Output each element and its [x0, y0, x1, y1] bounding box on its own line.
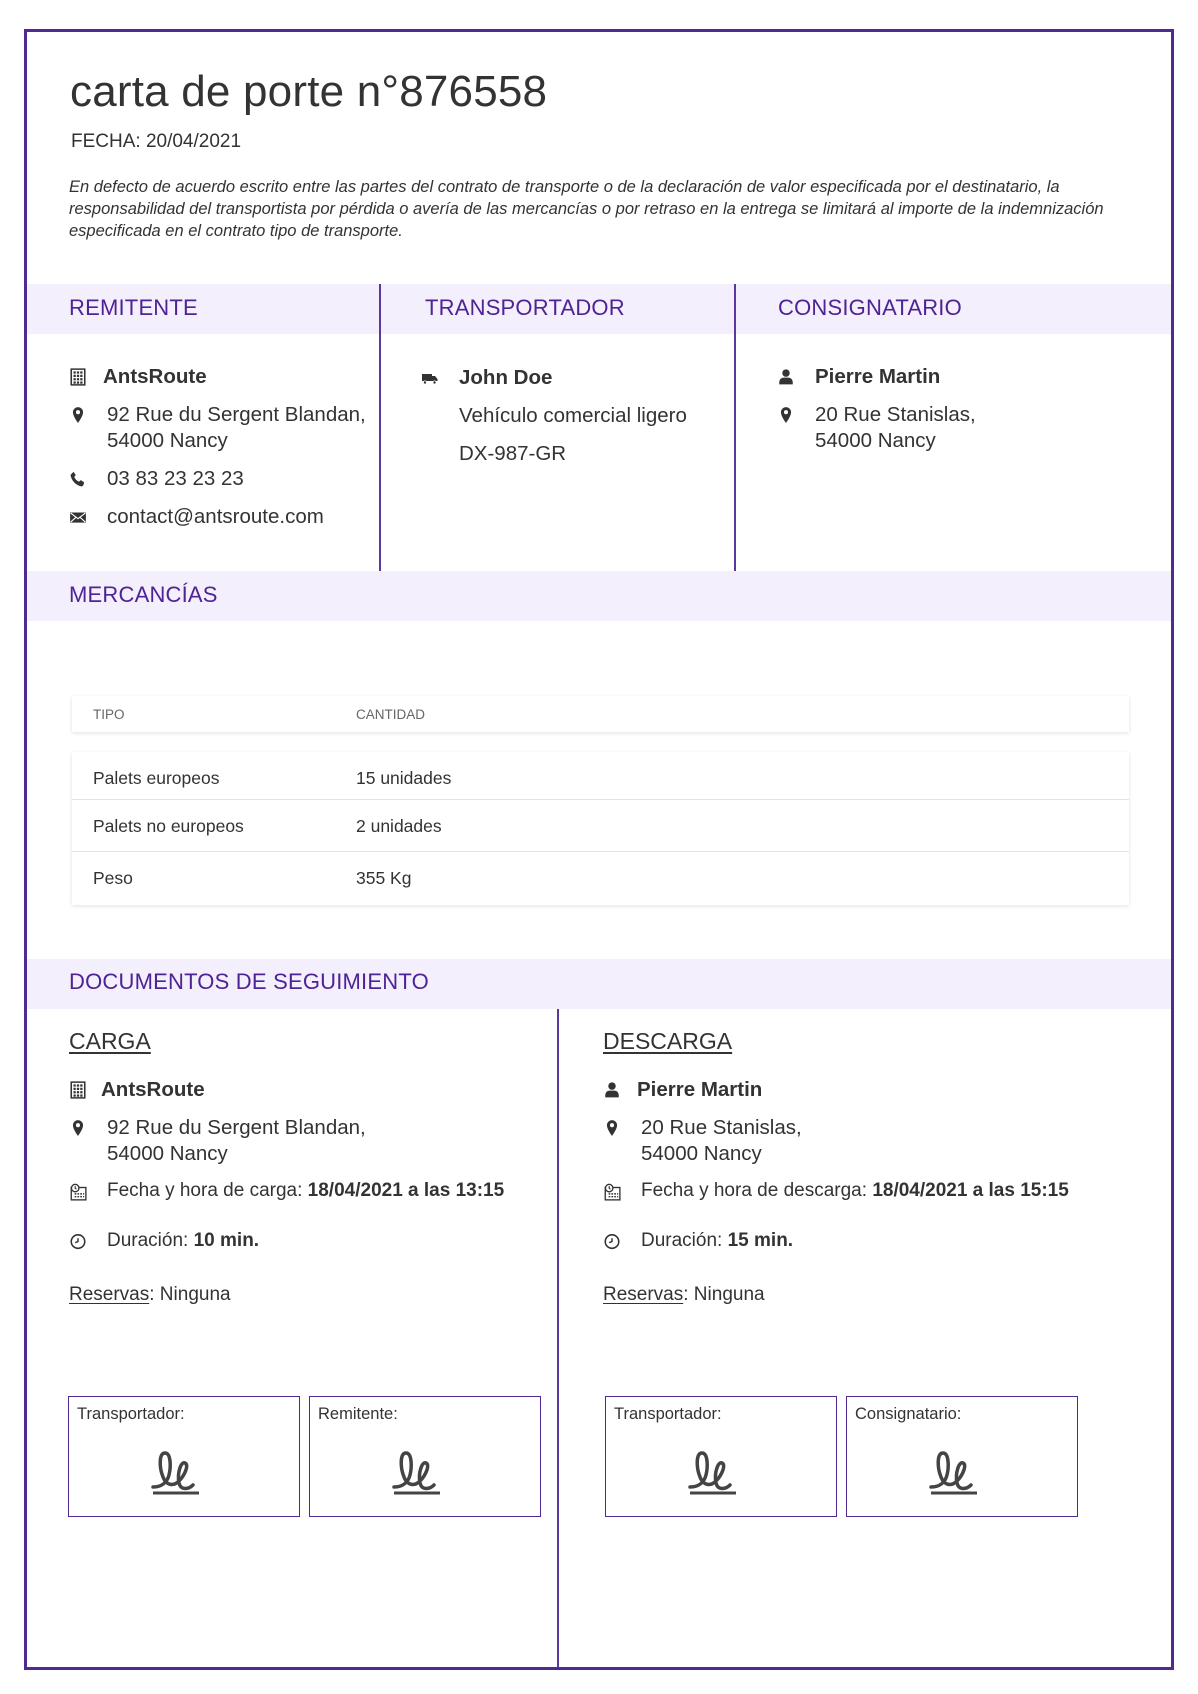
- signature-box-descarga-transportador[interactable]: [605, 1396, 837, 1517]
- documentos-title: DOCUMENTOS DE SEGUIMIENTO: [69, 969, 429, 994]
- carga-address: 92 Rue du Sergent Blandan, 54000 Nancy: [107, 1116, 366, 1165]
- remitente-name-row: [69, 364, 369, 390]
- carga-name: AntsRoute: [101, 1078, 205, 1101]
- page-title: carta de porte n°876558: [70, 67, 548, 116]
- mercancias-title: MERCANCÍAS: [69, 582, 218, 607]
- transportador-name-row: [421, 365, 721, 391]
- descarga-name: Pierre Martin: [637, 1078, 763, 1101]
- signature-icon: [390, 1447, 446, 1501]
- descarga-duration-row: [603, 1228, 1143, 1254]
- table-row: [72, 752, 1129, 800]
- cell-tipo: Palets no europeos: [93, 816, 244, 836]
- remitente-phone: 03 83 23 23 23: [107, 467, 244, 490]
- building-icon: [69, 368, 87, 386]
- descarga-duration-value: 15 min.: [727, 1230, 794, 1251]
- descarga-reservas-label: Reservas: [603, 1284, 684, 1305]
- descarga-address: 20 Rue Stanislas, 54000 Nancy: [641, 1116, 802, 1165]
- consignatario-address-row: [777, 402, 1077, 454]
- consignatario-name: Pierre Martin: [815, 365, 941, 388]
- remitente-address-row: [69, 402, 369, 454]
- user-icon: [777, 368, 795, 386]
- cell-cantidad: 355 Kg: [356, 868, 412, 888]
- remitente-address: 92 Rue du Sergent Blandan, 54000 Nancy: [107, 403, 366, 452]
- signature-label: Transportador:: [77, 1405, 185, 1423]
- descarga-heading: DESCARGA: [603, 1028, 733, 1054]
- phone-icon: [69, 470, 87, 488]
- consignatario-title: CONSIGNATARIO: [778, 295, 962, 320]
- transportador-plate-row: [421, 441, 721, 467]
- carga-duration-row: [69, 1228, 539, 1254]
- map-pin-icon: [69, 1119, 87, 1137]
- transportador-block: [421, 365, 721, 467]
- carga-datetime-row: [69, 1179, 539, 1202]
- transportador-plate: DX-987-GR: [459, 442, 567, 465]
- remitente-phone-row: [69, 466, 369, 492]
- consignatario-address: 20 Rue Stanislas, 54000 Nancy: [815, 403, 976, 452]
- carga-address-row: [69, 1115, 539, 1167]
- carga-datetime-value: 18/04/2021 a las 13:15: [307, 1180, 505, 1201]
- column-divider: [734, 284, 736, 571]
- descarga-reservas: [603, 1284, 1143, 1306]
- map-pin-icon: [777, 406, 795, 424]
- signature-label: Consignatario:: [855, 1405, 962, 1423]
- signature-label: Remitente:: [318, 1405, 398, 1423]
- cell-cantidad: 15 unidades: [356, 768, 452, 788]
- waybill-document: [24, 29, 1174, 1670]
- descarga-datetime-value: 18/04/2021 a las 15:15: [872, 1180, 1069, 1201]
- carga-reservas: [69, 1284, 539, 1306]
- remitente-email: contact@antsroute.com: [107, 505, 324, 528]
- carga-duration-label: Duración:: [107, 1230, 194, 1251]
- signature-icon: [927, 1447, 983, 1501]
- descarga-section: [603, 1028, 1143, 1306]
- carga-reservas-label: Reservas: [69, 1284, 150, 1305]
- transportador-vehicle-row: [421, 403, 721, 429]
- descarga-name-row: [603, 1077, 1143, 1103]
- truck-icon: [421, 369, 439, 387]
- document-date: FECHA: 20/04/2021: [71, 131, 242, 152]
- envelope-icon: [69, 508, 87, 526]
- goods-table: [72, 752, 1129, 905]
- cell-cantidad: 2 unidades: [356, 816, 442, 836]
- column-header-tipo: TIPO: [93, 707, 125, 722]
- table-row: [72, 800, 1129, 852]
- column-divider: [379, 284, 381, 571]
- descarga-address-row: [603, 1115, 1143, 1167]
- consignatario-block: [777, 364, 1077, 454]
- calendar-clock-icon: [69, 1183, 87, 1201]
- remitente-name: AntsRoute: [103, 365, 207, 388]
- carga-duration-value: 10 min.: [193, 1230, 260, 1251]
- liability-disclaimer: En defecto de acuerdo escrito entre las partes del contrato de transporte o de la declaración de valor especificada por el destinatario, la responsabilidad del transportista por pérdida o avería de las mercancías o por retraso en la entrega se limitará al importe de la indemnización especificada en el contrato tipo de transporte.: [69, 178, 1104, 240]
- user-icon: [603, 1081, 621, 1099]
- signature-box-carga-remitente[interactable]: [309, 1396, 541, 1517]
- carga-section: [69, 1028, 539, 1306]
- map-pin-icon: [603, 1119, 621, 1137]
- carga-reservas-value: : Ninguna: [149, 1284, 231, 1305]
- signature-box-carga-transportador[interactable]: [68, 1396, 300, 1517]
- consignatario-name-row: [777, 364, 1077, 390]
- carga-name-row: [69, 1077, 539, 1103]
- descarga-datetime-row: [603, 1179, 1143, 1202]
- remitente-email-row: [69, 504, 369, 530]
- descarga-reservas-value: : Ninguna: [683, 1284, 765, 1305]
- signature-icon: [686, 1447, 742, 1501]
- transportador-title: TRANSPORTADOR: [425, 295, 625, 320]
- goods-table-header: [72, 696, 1129, 732]
- calendar-clock-icon: [603, 1183, 621, 1201]
- clock-icon: [603, 1232, 621, 1250]
- signature-icon: [149, 1447, 205, 1501]
- building-icon: [69, 1081, 87, 1099]
- clock-icon: [69, 1232, 87, 1250]
- cell-tipo: Peso: [93, 868, 133, 888]
- remitente-block: [69, 364, 369, 530]
- descarga-datetime-label: Fecha y hora de descarga:: [641, 1180, 873, 1201]
- remitente-title: REMITENTE: [69, 295, 198, 320]
- column-header-cantidad: CANTIDAD: [356, 707, 426, 722]
- signature-label: Transportador:: [614, 1405, 722, 1423]
- descarga-duration-label: Duración:: [641, 1230, 728, 1251]
- transportador-name: John Doe: [459, 366, 553, 389]
- cell-tipo: Palets europeos: [93, 768, 220, 788]
- transportador-vehicle: Vehículo comercial ligero: [459, 404, 687, 427]
- signature-box-descarga-consignatario[interactable]: [846, 1396, 1078, 1517]
- carga-heading: CARGA: [69, 1028, 151, 1054]
- column-divider: [557, 1009, 559, 1670]
- carga-datetime-label: Fecha y hora de carga:: [107, 1180, 308, 1201]
- table-row: [72, 852, 1129, 905]
- map-pin-icon: [69, 406, 87, 424]
